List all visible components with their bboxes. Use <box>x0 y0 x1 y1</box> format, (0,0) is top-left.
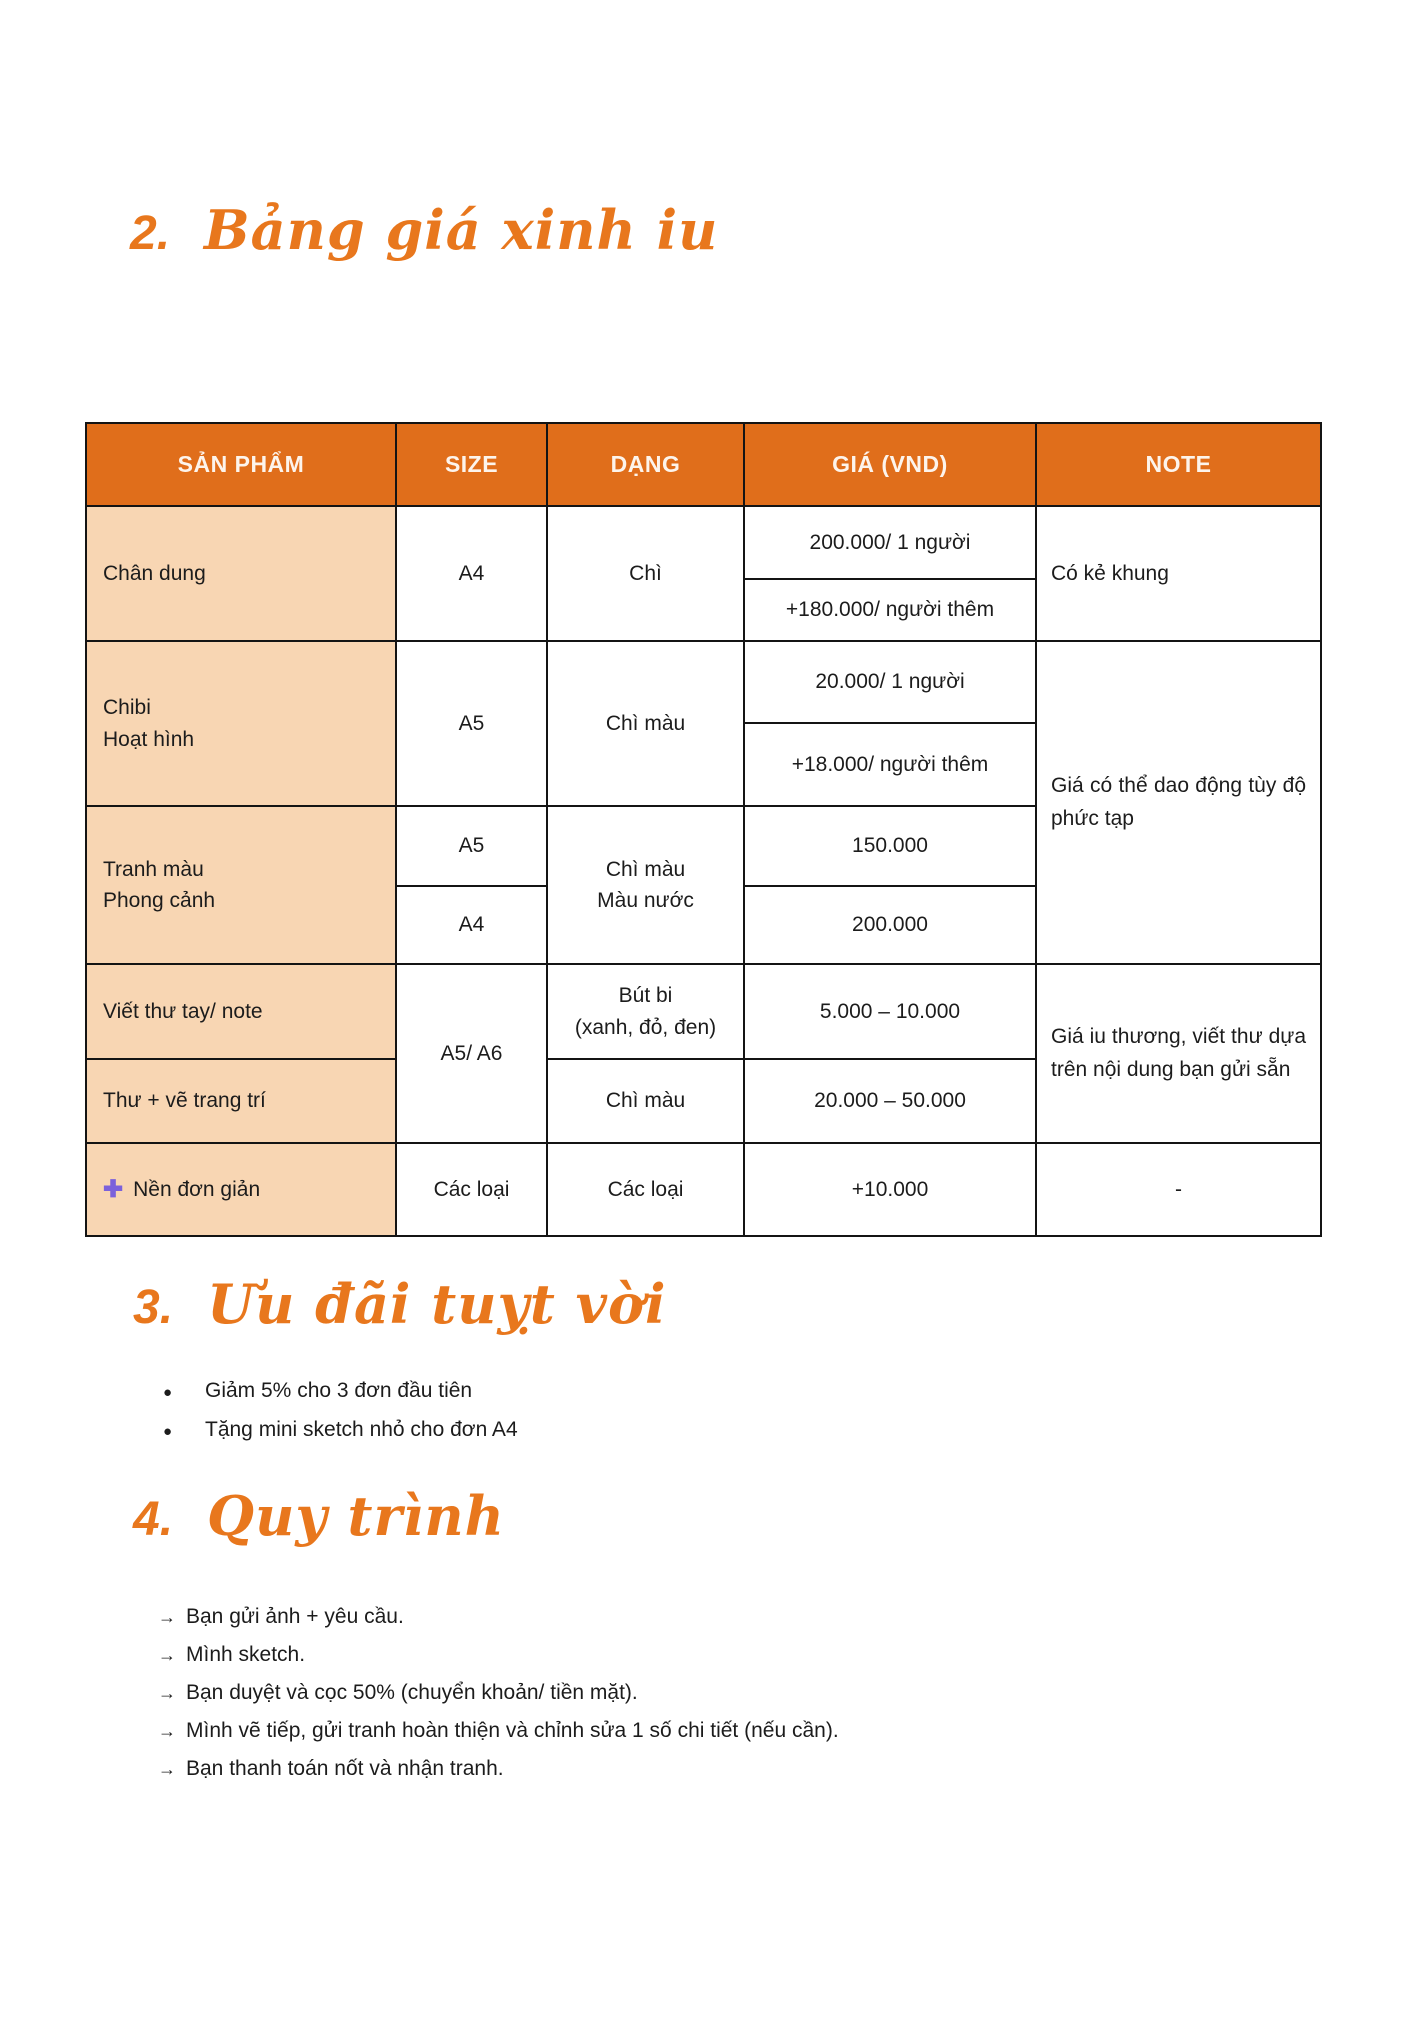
type-tranh-mau-line1: Chì màu <box>605 857 686 881</box>
product-chan-dung: Chân dung <box>86 506 396 641</box>
type-nen-don-gian: Các loại <box>547 1143 744 1236</box>
size-tranh-mau-2: A4 <box>396 886 547 964</box>
offers-list <box>163 1372 518 1450</box>
product-viet-thu: Viết thư tay/ note <box>86 964 396 1059</box>
step-text: Bạn duyệt và cọc 50% (chuyển khoản/ tiền mặt). <box>186 1681 638 1704</box>
table-row <box>86 506 1321 579</box>
section-4-number: 4. <box>133 1493 174 1546</box>
note-chibi-tranh-mau: Giá có thể dao động tùy độ phức tạp <box>1036 641 1321 964</box>
price-tranh-mau-1: 150.000 <box>744 806 1036 886</box>
price-chibi-1: 20.000/ 1 người <box>744 641 1036 723</box>
type-viet-thu-line2: (xanh, đỏ, đen) <box>574 1015 717 1039</box>
price-chan-dung-1: 200.000/ 1 người <box>744 506 1036 579</box>
type-chibi: Chì màu <box>547 641 744 806</box>
product-chibi-line2: Hoạt hình <box>103 727 195 751</box>
list-item <box>158 1712 839 1750</box>
product-nen-don-gian <box>86 1143 396 1236</box>
type-chan-dung: Chì <box>547 506 744 641</box>
price-nen-don-gian: +10.000 <box>744 1143 1036 1236</box>
size-chibi: A5 <box>396 641 547 806</box>
note-nen-don-gian: - <box>1036 1143 1321 1236</box>
header-size: SIZE <box>396 423 547 506</box>
header-gia: GIÁ (VND) <box>744 423 1036 506</box>
size-tranh-mau-1: A5 <box>396 806 547 886</box>
list-item <box>158 1636 839 1674</box>
size-viet-thu: A5/ A6 <box>396 964 547 1143</box>
bullet-icon: ● <box>163 1384 173 1401</box>
section-2-title: Bảng giá xinh iu <box>204 198 719 262</box>
list-item <box>158 1674 839 1712</box>
size-nen-don-gian: Các loại <box>396 1143 547 1236</box>
step-text: Bạn thanh toán nốt và nhận tranh. <box>186 1757 504 1780</box>
process-steps-list <box>158 1598 839 1788</box>
header-note: NOTE <box>1036 423 1321 506</box>
note-viet-thu: Giá iu thương, viết thư dựa trên nội dung bạn gửi sẵn <box>1036 964 1321 1143</box>
offer-text: Giảm 5% cho 3 đơn đầu tiên <box>205 1379 473 1402</box>
product-nen-don-gian-label: Nền đơn giản <box>133 1178 261 1201</box>
list-item <box>163 1411 518 1450</box>
section-3-number: 3. <box>133 1281 174 1334</box>
section-4-title: Quy trình <box>207 1484 505 1548</box>
step-text: Mình sketch. <box>186 1643 306 1666</box>
plus-icon: ✚ <box>103 1176 124 1203</box>
arrow-icon: → <box>158 1683 176 1703</box>
table-header-row <box>86 423 1321 506</box>
product-chibi <box>86 641 396 806</box>
table-row <box>86 641 1321 723</box>
type-tranh-mau-line2: Màu nước <box>597 889 694 912</box>
price-chan-dung-2: +180.000/ người thêm <box>744 579 1036 641</box>
arrow-icon: → <box>158 1721 176 1741</box>
header-dang: DẠNG <box>547 423 744 506</box>
arrow-icon: → <box>158 1607 176 1627</box>
type-viet-thu <box>547 964 744 1059</box>
size-chan-dung: A4 <box>396 506 547 641</box>
section-3-heading <box>133 1272 666 1336</box>
offer-text: Tặng mini sketch nhỏ cho đơn A4 <box>205 1418 518 1441</box>
step-text: Mình vẽ tiếp, gửi tranh hoàn thiện và chỉnh sửa 1 số chi tiết (nếu cần). <box>186 1719 839 1742</box>
price-tranh-mau-2: 200.000 <box>744 886 1036 964</box>
bullet-icon: ● <box>163 1423 173 1440</box>
price-chibi-2: +18.000/ người thêm <box>744 723 1036 806</box>
arrow-icon: → <box>158 1645 176 1665</box>
price-table <box>85 422 1322 1237</box>
price-viet-thu: 5.000 – 10.000 <box>744 964 1036 1059</box>
section-4-heading <box>133 1484 505 1548</box>
section-2-number: 2. <box>130 207 171 260</box>
section-3-title: Ưu đãi tuỵt vời <box>207 1272 667 1336</box>
table-row <box>86 1143 1321 1236</box>
table-row <box>86 964 1321 1059</box>
product-tranh-mau <box>86 806 396 964</box>
product-chibi-line1: Chibi <box>103 696 151 719</box>
product-tranh-mau-line1: Tranh màu <box>103 857 204 881</box>
type-tranh-mau <box>547 806 744 964</box>
type-viet-thu-line1: Bút bi <box>618 984 673 1007</box>
step-text: Bạn gửi ảnh + yêu cầu. <box>186 1605 404 1628</box>
price-thu-ve: 20.000 – 50.000 <box>744 1059 1036 1143</box>
product-tranh-mau-line2: Phong cảnh <box>103 889 216 912</box>
list-item <box>163 1372 518 1411</box>
header-san-pham: SẢN PHẨM <box>86 423 396 506</box>
section-2-heading <box>130 198 718 262</box>
list-item <box>158 1598 839 1636</box>
type-thu-ve: Chì màu <box>547 1059 744 1143</box>
list-item <box>158 1750 839 1788</box>
arrow-icon: → <box>158 1759 176 1779</box>
note-chan-dung: Có kẻ khung <box>1036 506 1321 641</box>
product-thu-ve: Thư + vẽ trang trí <box>86 1059 396 1143</box>
